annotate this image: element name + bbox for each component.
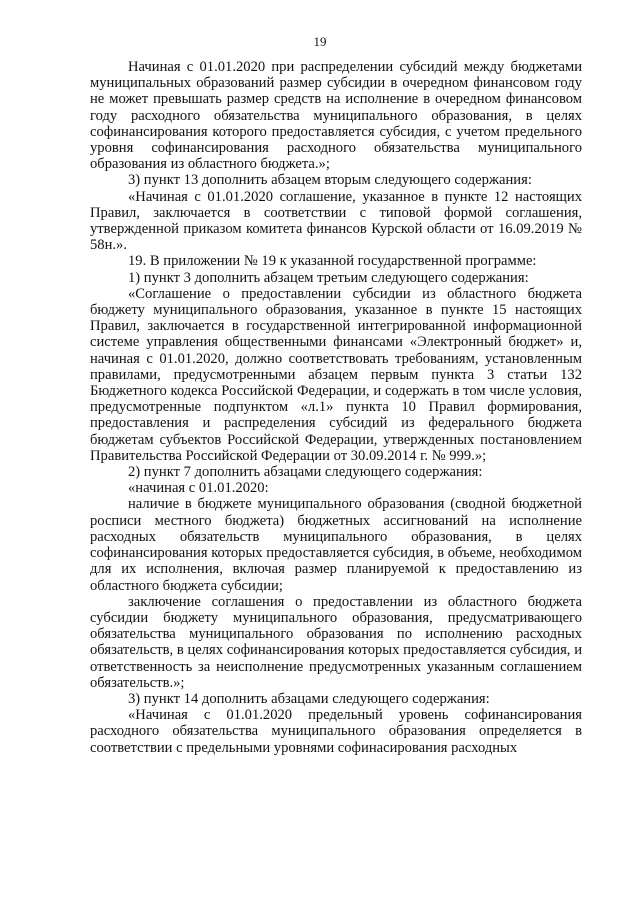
paragraph: 2) пункт 7 дополнить абзацами следующего содержания: [128,464,483,481]
paragraph: наличие в бюджете муниципального образования (сводной бюджетной росписи местного бюджета) бюджетных ассигнований на исполнение расходных обязательств муниципального образования, в целях софинансирования которых предоставляется субсидия, в объеме, необходимом для их исполнения, включая размер планируемой к предоставлению из областного бюджета субсидии; [90,496,582,594]
paragraph: «Начиная с 01.01.2020 предельный уровень софинансирования расходного обязательства муниципального образования определяется в соответствии с предельными уровнями софинасирования расходных [90,707,582,756]
paragraph: 3) пункт 14 дополнить абзацами следующего содержания: [128,690,490,707]
paragraph: Начиная с 01.01.2020 при распределении субсидий между бюджетами муниципальных образований размер субсидии в очередном финансовом году не может превышать размер средств на исполнение в очередном финансовом году расходного обязательства муниципального образования, в целях софинансирования которого предоставляется субсидия, с учетом предельного уровня софинансирования расходного обязательства муниципального образования из областного бюджета.»; [90,59,582,173]
document-body [90,59,582,756]
page-number: 19 [313,34,327,49]
paragraph: заключение соглашения о предоставлении из областного бюджета субсидии бюджету муниципального образования, предусматривающего обязательства муниципального образования по исполнению расходных обязательств, в целях софинансирования которых предоставляется субсидия, и ответственность за неисполнение предусмотренных указанным соглашением обязательств.»; [90,593,582,691]
paragraph: 1) пункт 3 дополнить абзацем третьим следующего содержания: [128,269,529,286]
paragraph: «начиная с 01.01.2020: [128,480,269,497]
paragraph: «Начиная с 01.01.2020 соглашение, указанное в пункте 12 настоящих Правил, заключается в соответствии с типовой формой соглашения, утвержденной приказом комитета финансов Курской области от 16.09.2019 № 58н.». [90,188,582,254]
paragraph: 19. В приложении № 19 к указанной государственной программе: [128,253,537,270]
paragraph: 3) пункт 13 дополнить абзацем вторым следующего содержания: [128,172,532,189]
paragraph: «Соглашение о предоставлении субсидии из областного бюджета бюджету муниципального образования, указанное в пункте 15 настоящих Правил, заключается в государственной интегрированной информационной системе управления общественными финансами «Электронный бюджет» и, начиная с 01.01.2020, должно соответствовать требованиям, установленным правилами, предусмотренными абзацем первым пункта 3 статьи 132 Бюджетного кодекса Российской Федерации, и содержать в том числе условия, предусмотренные подпунктом «л.1» пункта 10 Правил формирования, предоставления и распределения субсидий из федерального бюджета бюджетам субъектов Российской Федерации, утвержденных постановлением Правительства Российской Федерации от 30.09.2014 г. № 999.»; [90,285,582,464]
